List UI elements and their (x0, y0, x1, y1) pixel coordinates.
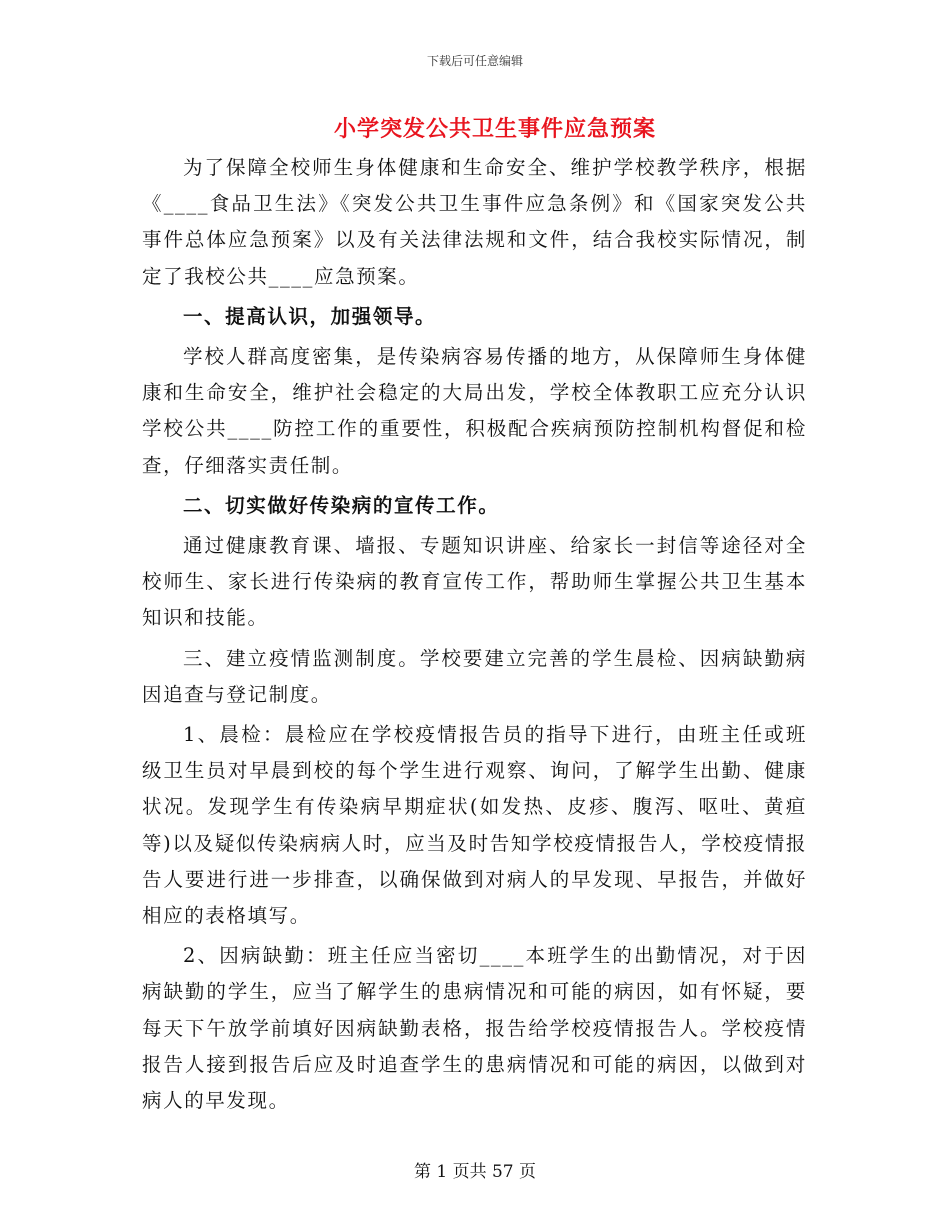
document-body (142, 150, 807, 1119)
paragraph-section-3: 三、建立疫情监测制度。学校要建立完善的学生晨检、因病缺勤病因追查与登记制度。 (142, 646, 807, 706)
paragraph-morning-check: 1、晨检：晨检应在学校疫情报告员的指导下进行，由班主任或班级卫生员对早晨到校的每个学生进行观察、询问，了解学生出勤、健康状况。发现学生有传染病早期症状(如发热、皮疹、腹泻、呕吐、黄疸等)以及疑似传染病病人时，应当及时告知学校疫情报告人，学校疫情报告人要进行进一步排查，以确保做到对病人的早发现、早报告，并做好相应的表格填写。 (142, 723, 807, 928)
page-number: 第 1 页共 57 页 (413, 1162, 537, 1182)
section-heading-1: 一、提高认识，加强领导。 (182, 304, 437, 328)
document-title: 小学突发公共卫生事件应急预案 (333, 116, 656, 142)
section-heading-2: 二、切实做好传染病的宣传工作。 (182, 493, 500, 517)
paragraph-section-2: 通过健康教育课、墙报、专题知识讲座、给家长一封信等途径对全校师生、家长进行传染病的教育宣传工作，帮助师生掌握公共卫生基本知识和技能。 (142, 534, 807, 630)
paragraph-intro: 为了保障全校师生身体健康和生命安全、维护学校教学秩序，根据《____食品卫生法》《突发公共卫生事件应急条例》和《国家突发公共事件总体应急预案》以及有关法律法规和文件，结合我校实际情况，制定了我校公共____应急预案。 (142, 156, 807, 288)
paragraph-section-1: 学校人群高度密集，是传染病容易传播的地方，从保障师生身体健康和生命安全，维护社会稳定的大局出发，学校全体教职工应充分认识学校公共____防控工作的重要性，积极配合疾病预防控制机构督促和检查，仔细落实责任制。 (142, 345, 807, 477)
paragraph-sick-absence: 2、因病缺勤：班主任应当密切____本班学生的出勤情况，对于因病缺勤的学生，应当了解学生的患病情况和可能的病因，如有怀疑，要每天下午放学前填好因病缺勤表格，报告给学校疫情报告人。学校疫情报告人接到报告后应及时追查学生的患病情况和可能的病因，以做到对病人的早发现。 (142, 944, 807, 1113)
page-header: 下载后可任意编辑 (426, 54, 523, 68)
